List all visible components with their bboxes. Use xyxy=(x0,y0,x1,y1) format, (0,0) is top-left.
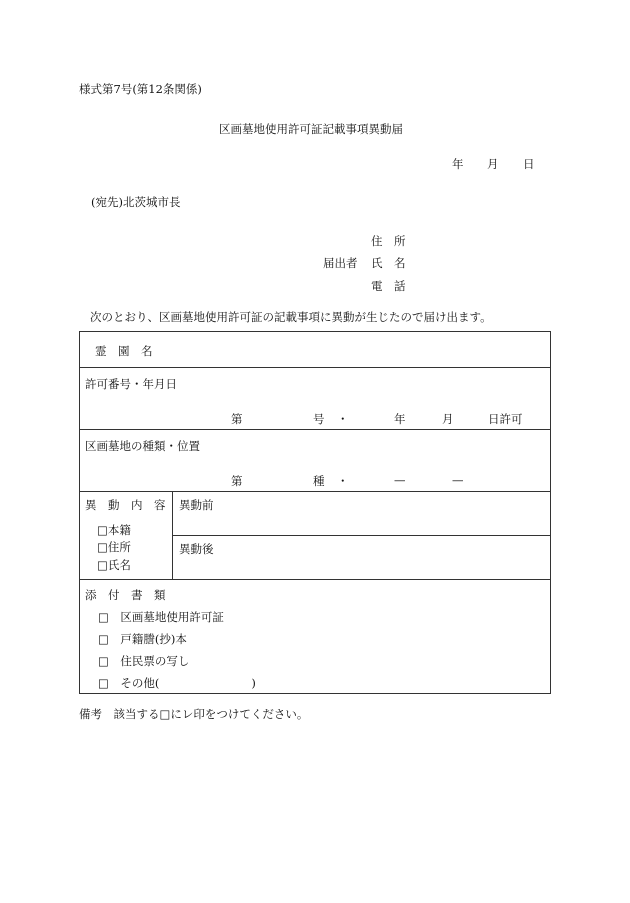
location-dash-2: — xyxy=(452,473,464,487)
row-divider xyxy=(80,367,550,368)
column-divider xyxy=(172,491,173,579)
permit-day: 日許可 xyxy=(488,412,523,426)
applicant-phone-label: 電 話 xyxy=(371,279,406,293)
form-number: 様式第7号(第12条関係) xyxy=(79,82,202,96)
row-divider xyxy=(80,491,550,492)
intro-text: 次のとおり、区画墓地使用許可証の記載事項に異動が生じたので届け出ます。 xyxy=(90,310,492,324)
date-year: 年 xyxy=(452,157,464,171)
date-day: 日 xyxy=(523,157,535,171)
permit-go: 号 xyxy=(313,412,325,426)
applicant-label: 届出者 xyxy=(323,256,358,270)
location-shu: 種 xyxy=(313,474,325,488)
permit-dai: 第 xyxy=(231,412,243,426)
after-change-label: 異動後 xyxy=(179,542,214,556)
change-option-name: □氏名 xyxy=(97,558,131,572)
cemetery-name-label: 霊 園 名 xyxy=(95,344,153,358)
attachments-label: 添 付 書 類 xyxy=(85,588,166,602)
addressee: (宛先)北茨城市長 xyxy=(91,195,181,209)
before-change-label: 異動前 xyxy=(179,498,214,512)
change-option-address: □住所 xyxy=(97,540,131,554)
permit-label: 許可番号・年月日 xyxy=(85,377,177,391)
remarks: 備考 該当する□にレ印をつけてください。 xyxy=(79,707,309,721)
change-content-label: 異 動 内 容 xyxy=(85,498,166,512)
document-title: 区画墓地使用許可証記載事項異動届 xyxy=(219,122,403,136)
location-dash-1: — xyxy=(394,473,406,487)
attachment-permit: □ 区画墓地使用許可証 xyxy=(98,610,224,624)
permit-month: 月 xyxy=(442,412,454,426)
row-divider xyxy=(172,535,550,536)
applicant-name-label: 氏 名 xyxy=(371,256,406,270)
permit-dot: ・ xyxy=(337,412,349,426)
location-dot: ・ xyxy=(337,474,349,488)
row-divider xyxy=(80,429,550,430)
location-label: 区画墓地の種類・位置 xyxy=(85,439,200,453)
permit-year: 年 xyxy=(394,412,406,426)
attachment-resident-record: □ 住民票の写し xyxy=(98,654,190,668)
location-dai: 第 xyxy=(231,474,243,488)
applicant-address-label: 住 所 xyxy=(371,234,406,248)
row-divider xyxy=(80,579,550,580)
change-option-honseki: □本籍 xyxy=(97,523,131,537)
attachment-family-register: □ 戸籍謄(抄)本 xyxy=(98,632,187,646)
form-table xyxy=(79,331,551,694)
date-month: 月 xyxy=(487,157,499,171)
attachment-other: □ その他( ) xyxy=(98,676,256,690)
